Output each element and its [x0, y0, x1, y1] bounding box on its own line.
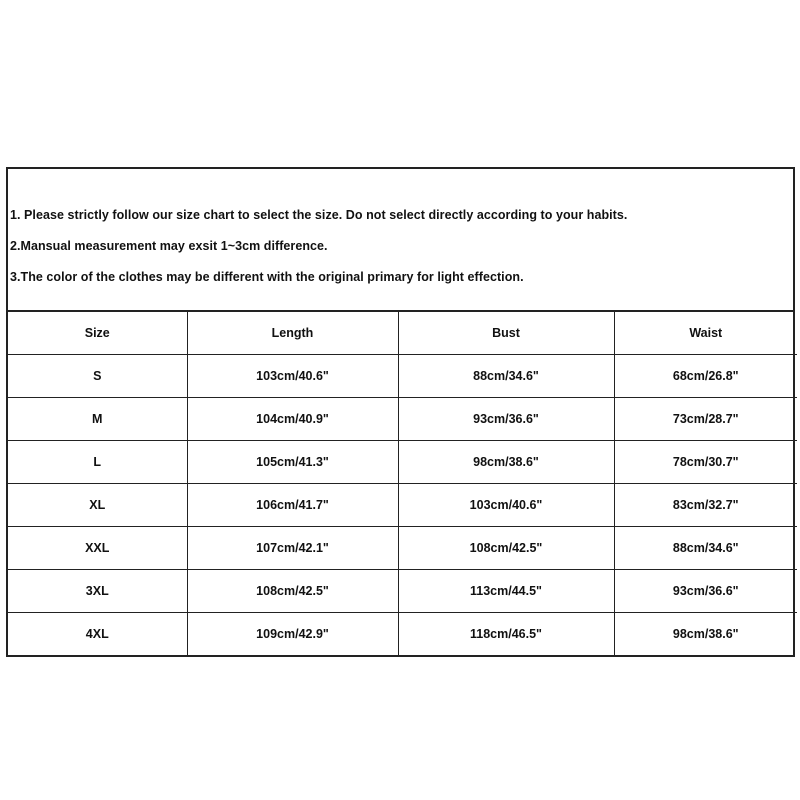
cell-length: 103cm/40.6"	[187, 355, 398, 398]
cell-size: 3XL	[8, 570, 187, 613]
cell-waist: 68cm/26.8"	[614, 355, 797, 398]
table-header-row	[8, 312, 797, 355]
cell-waist: 88cm/34.6"	[614, 527, 797, 570]
cell-bust: 113cm/44.5"	[398, 570, 614, 613]
note-measurement-difference: 2.Mansual measurement may exsit 1~3cm difference.	[10, 239, 328, 253]
header-bust: Bust	[398, 312, 614, 355]
note-color-difference: 3.The color of the clothes may be different with the original primary for light effection.	[10, 270, 524, 284]
cell-bust: 108cm/42.5"	[398, 527, 614, 570]
cell-length: 107cm/42.1"	[187, 527, 398, 570]
cell-waist: 98cm/38.6"	[614, 613, 797, 656]
header-waist: Waist	[614, 312, 797, 355]
cell-waist: 93cm/36.6"	[614, 570, 797, 613]
table-row	[8, 441, 797, 484]
size-table	[8, 312, 797, 655]
cell-length: 108cm/42.5"	[187, 570, 398, 613]
size-chart	[6, 167, 795, 657]
cell-waist: 78cm/30.7"	[614, 441, 797, 484]
cell-length: 104cm/40.9"	[187, 398, 398, 441]
table-row	[8, 484, 797, 527]
header-size: Size	[8, 312, 187, 355]
cell-length: 106cm/41.7"	[187, 484, 398, 527]
table-row	[8, 398, 797, 441]
cell-bust: 103cm/40.6"	[398, 484, 614, 527]
table-row	[8, 355, 797, 398]
table-row	[8, 527, 797, 570]
cell-bust: 118cm/46.5"	[398, 613, 614, 656]
cell-size: L	[8, 441, 187, 484]
size-notes	[8, 169, 793, 312]
cell-size: XXL	[8, 527, 187, 570]
cell-length: 105cm/41.3"	[187, 441, 398, 484]
note-follow-size-chart: 1. Please strictly follow our size chart to select the size. Do not select directly according to your habits.	[10, 208, 628, 222]
cell-waist: 73cm/28.7"	[614, 398, 797, 441]
table-row	[8, 570, 797, 613]
cell-bust: 88cm/34.6"	[398, 355, 614, 398]
cell-size: S	[8, 355, 187, 398]
cell-size: 4XL	[8, 613, 187, 656]
cell-size: XL	[8, 484, 187, 527]
header-length: Length	[187, 312, 398, 355]
cell-size: M	[8, 398, 187, 441]
cell-bust: 93cm/36.6"	[398, 398, 614, 441]
cell-bust: 98cm/38.6"	[398, 441, 614, 484]
table-row	[8, 613, 797, 656]
cell-waist: 83cm/32.7"	[614, 484, 797, 527]
cell-length: 109cm/42.9"	[187, 613, 398, 656]
